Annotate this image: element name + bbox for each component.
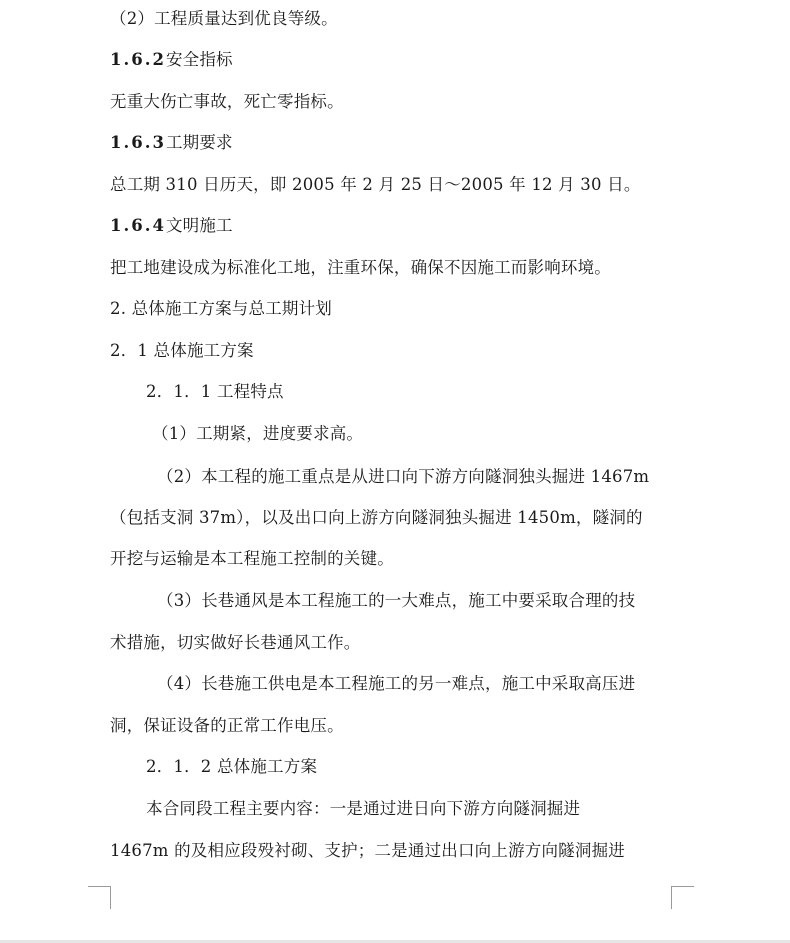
section-title-2-1-1: 2．1．1 工程特点	[146, 382, 284, 401]
heading-1-6-3	[110, 132, 233, 154]
heading-text: 文明施工	[165, 216, 233, 235]
text-line-civilized: 把工地建设成为标准化工地，注重环保，确保不因施工而影响环境。	[110, 258, 611, 277]
section-title-2-1: 2．1 总体施工方案	[110, 341, 254, 360]
text-line-schedule: 总工期 310 日历天，即 2005 年 2 月 25 日～2005 年 12 月 30 日。	[110, 175, 641, 194]
page-corner-mark-left	[88, 886, 111, 909]
text-line-feature-2c: 开挖与运输是本工程施工控制的关键。	[110, 549, 394, 568]
text-line-feature-4a: （4）长巷施工供电是本工程施工的另一难点，施工中采取高压进	[157, 674, 636, 693]
text-line-feature-1: （1）工期紧，进度要求高。	[152, 424, 364, 443]
text-line-quality: （2）工程质量达到优良等级。	[110, 9, 338, 28]
text-line-feature-2a: （2）本工程的施工重点是从进口向下游方向隧洞独头掘进 1467m	[157, 467, 650, 486]
section-title-2-1-2: 2．1．2 总体施工方案	[146, 757, 318, 776]
heading-1-6-4	[110, 215, 233, 237]
heading-number: 1.6.2	[110, 50, 166, 69]
text-line-feature-3b: 术措施，切实做好长巷通风工作。	[110, 633, 361, 652]
page-corner-mark-right	[671, 886, 694, 909]
text-line-scope-a: 本合同段工程主要内容：一是通过进日向下游方向隧洞掘进	[146, 799, 581, 818]
text-line-feature-2b: （包括支洞 37m），以及出口向上游方向隧洞独头掘进 1450m，隧洞的	[110, 508, 643, 527]
heading-text: 安全指标	[165, 50, 233, 69]
text-line-scope-b: 1467m 的及相应段殁衬砌、支护；二是通过出口向上游方向隧洞掘进	[110, 841, 625, 860]
heading-number: 1.6.4	[110, 216, 166, 235]
heading-number: 1.6.3	[110, 133, 166, 152]
text-line-safety: 无重大伤亡事故，死亡零指标。	[110, 92, 344, 111]
heading-text: 工期要求	[165, 133, 233, 152]
text-line-feature-3a: （3）长巷通风是本工程施工的一大难点，施工中要采取合理的技	[157, 591, 636, 610]
section-title-2: 2. 总体施工方案与总工期计划	[110, 299, 332, 318]
heading-1-6-2	[110, 49, 233, 71]
text-line-feature-4b: 洞，保证设备的正常工作电压。	[110, 716, 344, 735]
